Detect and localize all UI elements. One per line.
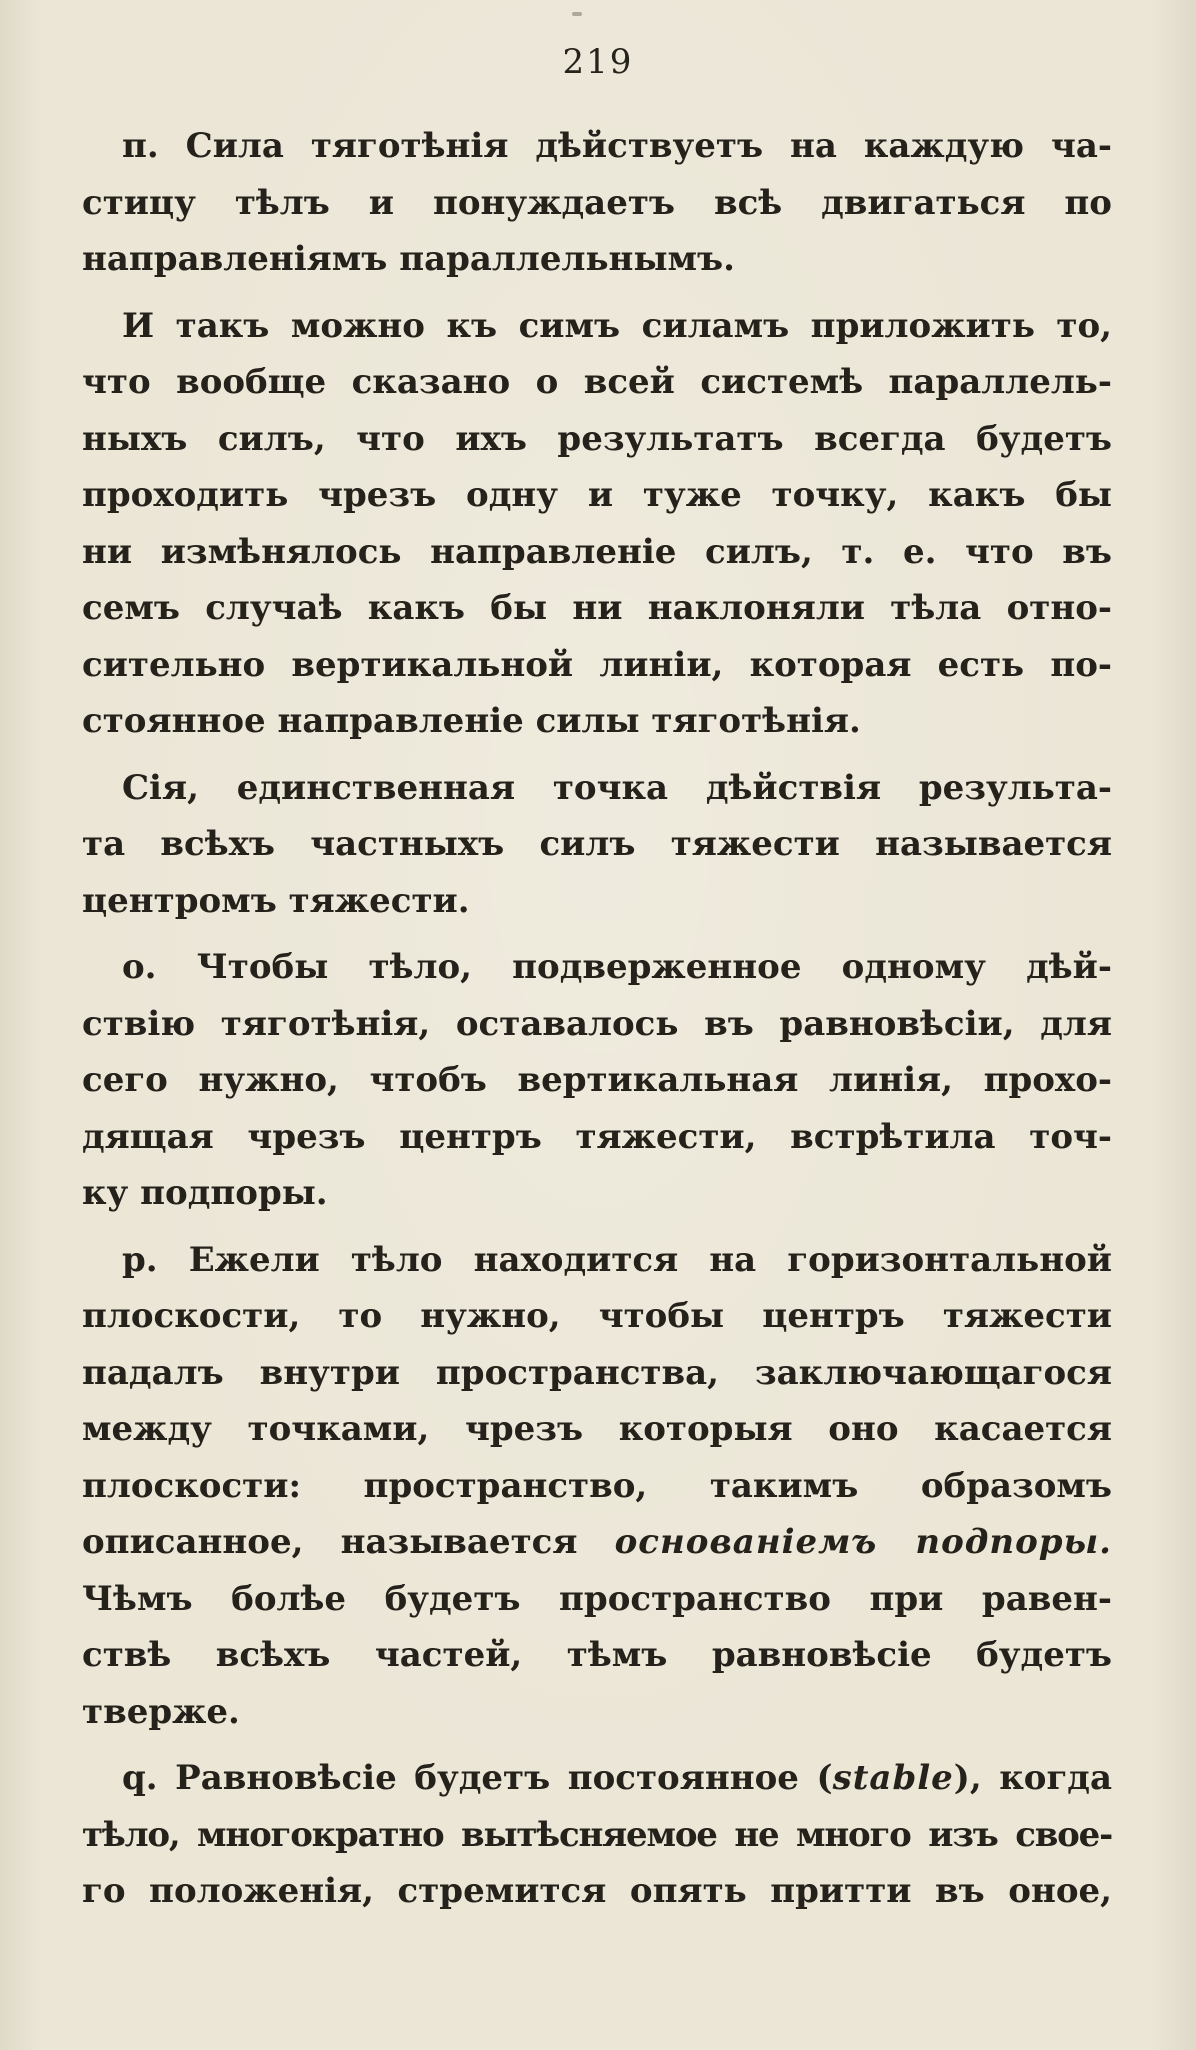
italic-term: основаніемъ подпоры. xyxy=(614,1522,1113,1562)
text-line: ствію тяготѣнія, оставалось въ равновѣсіи, для xyxy=(82,1003,1112,1044)
text-line: тверже. xyxy=(82,1691,240,1732)
text-line: И такъ можно къ симъ силамъ приложить то, xyxy=(122,305,1112,346)
text-line: тѣло, многократно вытѣсняемое не много изъ свое- xyxy=(82,1814,1112,1855)
text-segment: ), когда xyxy=(953,1758,1112,1798)
text-line: сего нужно, чтобъ вертикальная линія, прохо- xyxy=(82,1060,1112,1100)
text-line: направленіямъ параллельнымъ. xyxy=(82,239,735,279)
text-line: Чѣмъ болѣе будетъ пространство при равен- xyxy=(82,1578,1112,1619)
text-line: ни измѣнялось направленіе силъ, т. е. что въ xyxy=(82,531,1112,572)
paragraph-r xyxy=(82,1232,1112,1741)
text-line: между точками, чрезъ которыя оно касается xyxy=(82,1409,1112,1449)
text-line: п. Сила тяготѣнія дѣйствуетъ на каждую ча- xyxy=(122,126,1112,166)
text-segment: описанное, называется xyxy=(82,1522,578,1562)
text-line: го положенія, стремится опять притти въ оное, xyxy=(82,1871,1112,1911)
text-line: ныхъ силъ, что ихъ результатъ всегда будетъ xyxy=(82,418,1112,459)
page-number: 219 xyxy=(562,42,634,82)
paragraph-i-tak xyxy=(82,298,1112,750)
text-line-with-term xyxy=(82,1750,1112,1807)
italic-term: stable xyxy=(832,1758,954,1798)
text-line: р. Ежели тѣло находится на горизонтальной xyxy=(122,1239,1112,1280)
text-line: ствѣ всѣхъ частей, тѣмъ равновѣсіе будетъ xyxy=(82,1635,1112,1675)
text-line: стицу тѣлъ и понуждаетъ всѣ двигаться по xyxy=(82,182,1112,223)
text-line: семъ случаѣ какъ бы ни наклоняли тѣла отно- xyxy=(82,588,1112,628)
text-line: стоянное направленіе силы тяготѣнія. xyxy=(82,701,861,741)
text-line: Сія, единственная точка дѣйствія результа- xyxy=(122,767,1112,808)
text-line: что вообще сказано о всей системѣ параллель- xyxy=(82,362,1112,402)
text-line: сительно вертикальной линіи, которая есть по- xyxy=(82,644,1112,685)
text-line: та всѣхъ частныхъ силъ тяжести называется xyxy=(82,824,1112,864)
page-text xyxy=(82,118,1112,1920)
paragraph-o xyxy=(82,939,1112,1222)
text-segment: q. Равновѣсіе будетъ постоянное ( xyxy=(122,1758,833,1798)
paragraph-n xyxy=(82,118,1112,288)
text-line-with-term xyxy=(82,1514,1112,1571)
ink-mark xyxy=(572,12,582,16)
text-line: плоскости, то нужно, чтобы центръ тяжести xyxy=(82,1296,1112,1336)
text-line: падалъ внутри пространства, заключающагося xyxy=(82,1352,1112,1393)
text-line: проходить чрезъ одну и туже точку, какъ бы xyxy=(82,475,1112,515)
text-line: о. Чтобы тѣло, подверженное одному дѣй- xyxy=(122,947,1112,987)
text-line: ку подпоры. xyxy=(82,1173,328,1213)
paragraph-siya xyxy=(82,760,1112,930)
text-line: плоскости: пространство, такимъ образомъ xyxy=(82,1465,1112,1506)
text-line: центромъ тяжести. xyxy=(82,880,470,921)
paragraph-q xyxy=(82,1750,1112,1920)
text-line: дящая чрезъ центръ тяжести, встрѣтила точ- xyxy=(82,1116,1112,1157)
